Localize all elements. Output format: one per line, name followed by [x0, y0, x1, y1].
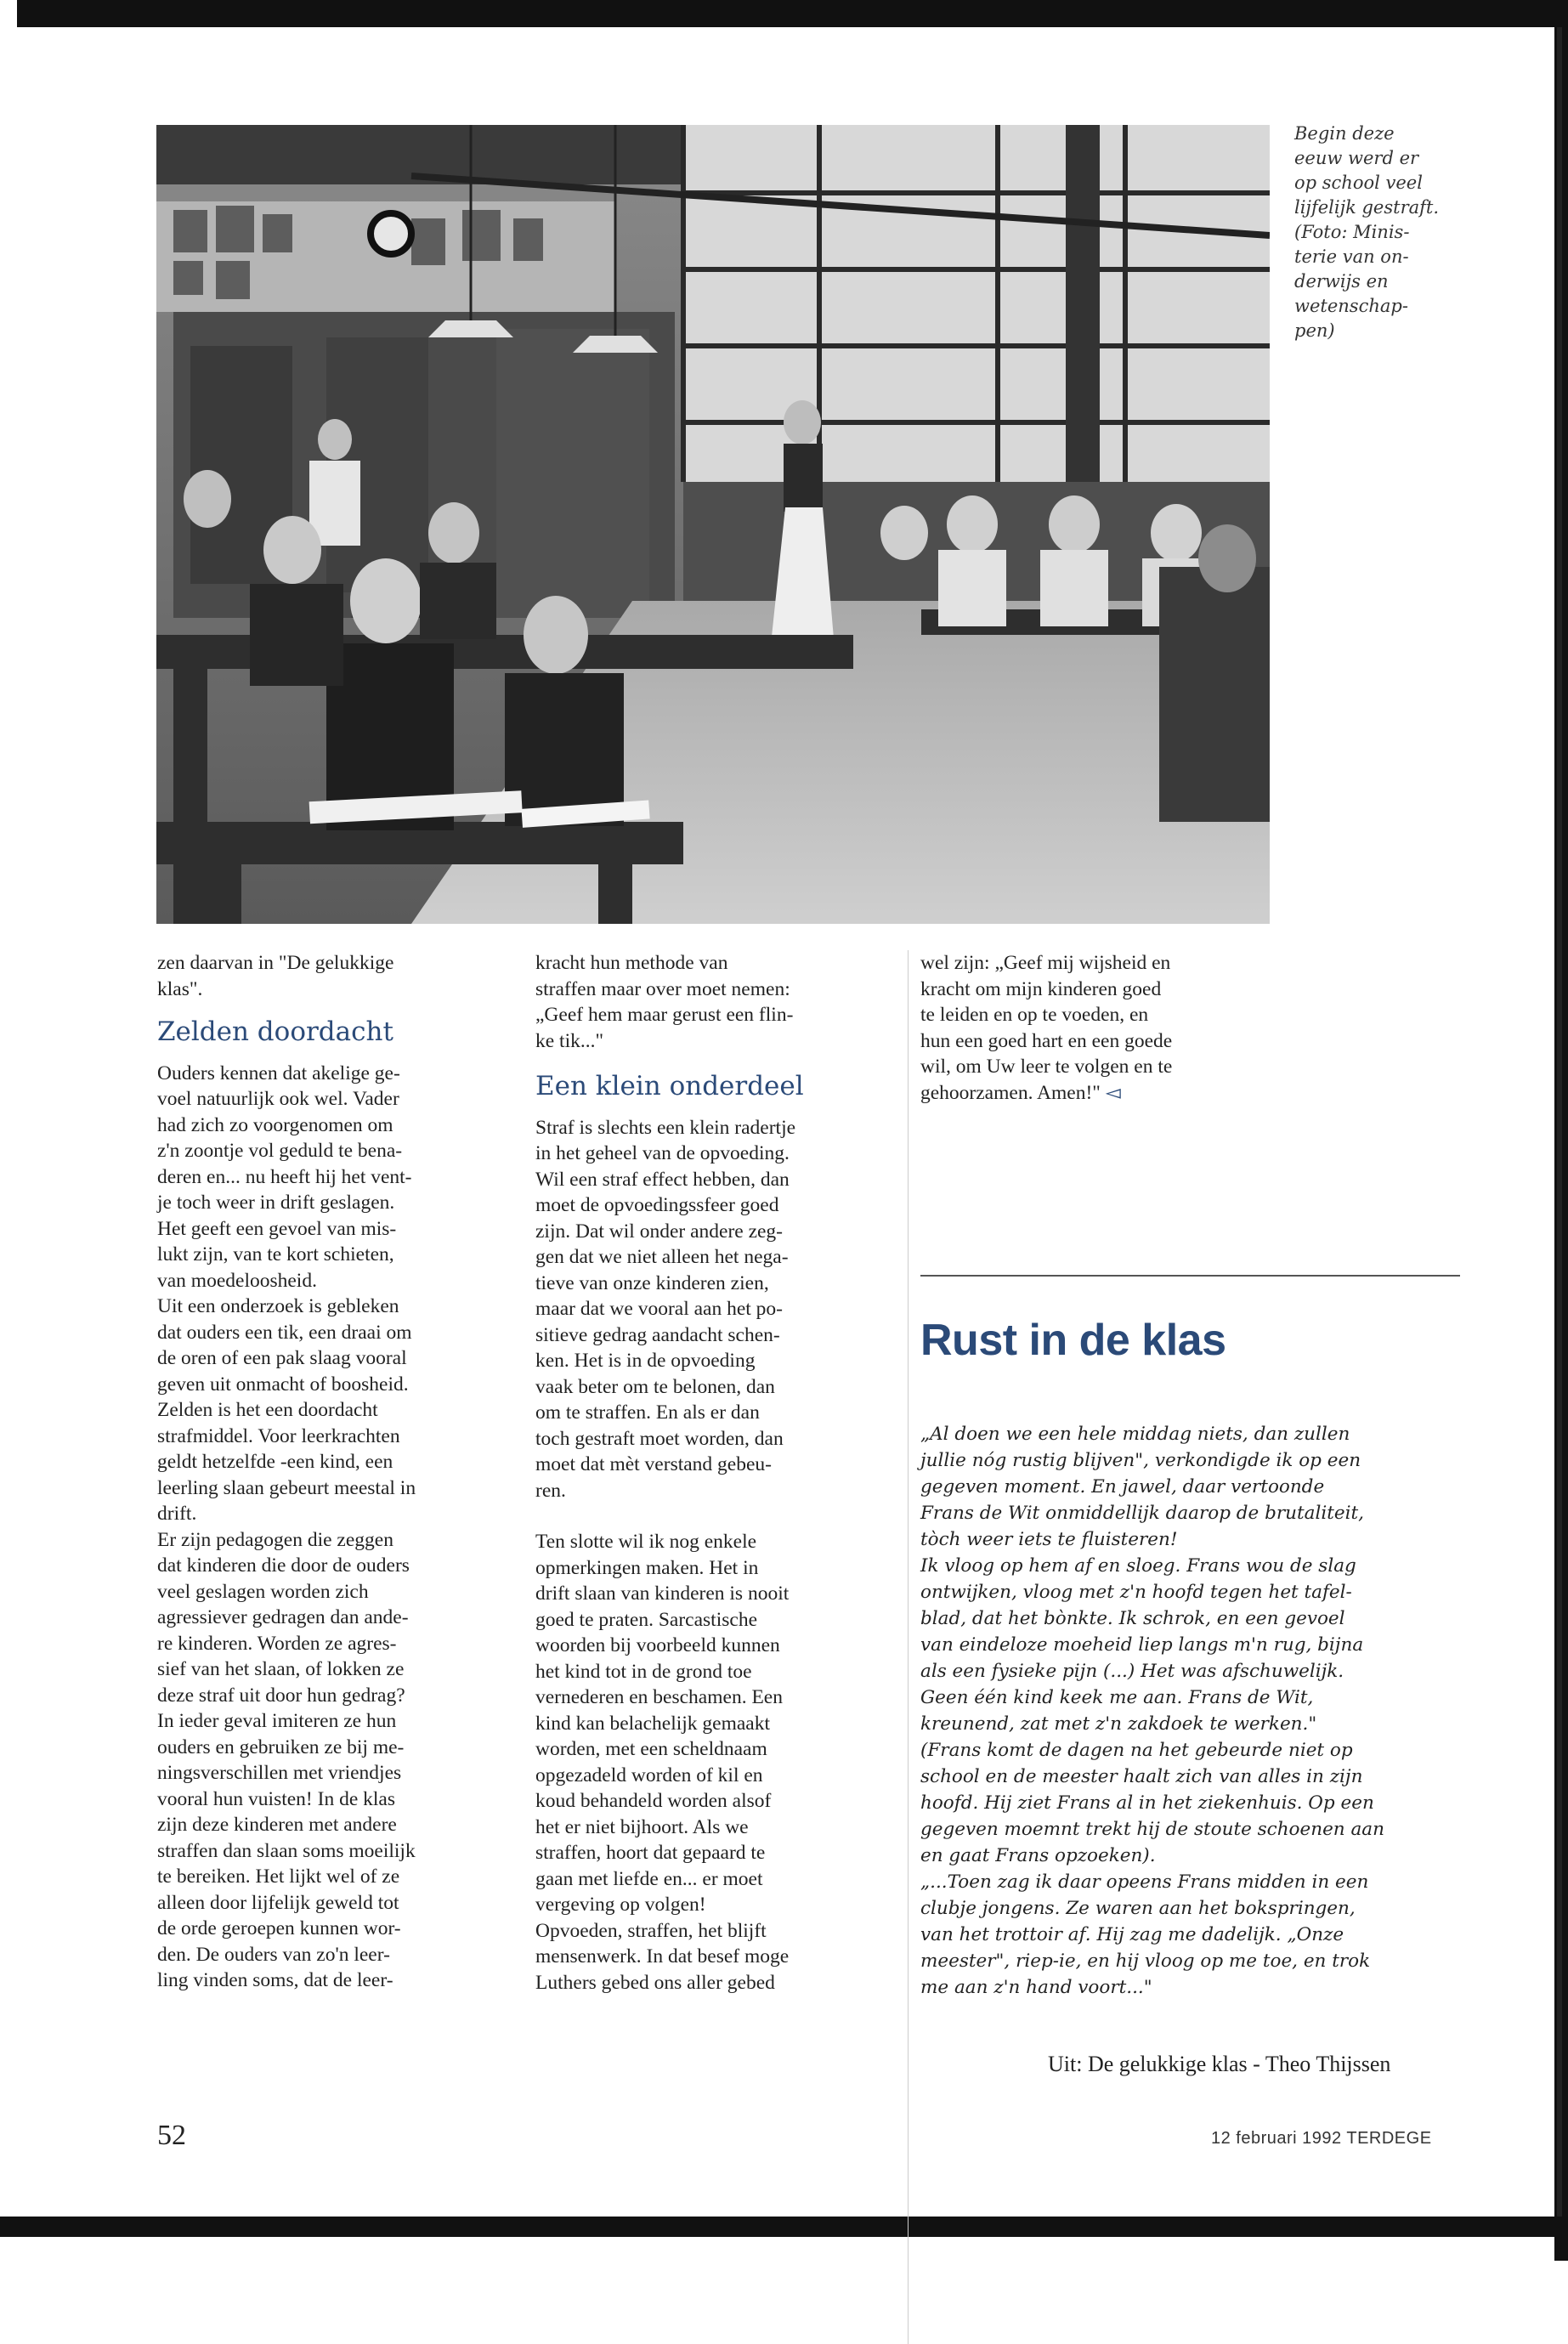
article-column-1 — [157, 950, 514, 1994]
article-column-3 — [920, 950, 1277, 1106]
classroom-photo — [156, 125, 1270, 924]
publication-footer: 12 februari 1992 TERDEGE — [1211, 2129, 1432, 2148]
sidebar-rule — [920, 1275, 1460, 1277]
paragraph: Straf is slechts een klein radertje in het geheel van de opvoeding. Wil een straf effect hebben, dan moet de opvoedingssfeer goed zijn. Dat wil onder andere zeg- gen dat we niet alleen het nega- tieve van onze kinderen zien, maar dat we vooral aan het po- sitieve gedrag aandacht schen- ken. Het is in de opvoeding vaak beter om te belonen, dan om te straffen. En als er dan toch gestraft moet worden, dan moet dat mèt verstand gebeu- ren. — [535, 1116, 796, 1502]
scan-border-top — [17, 0, 1568, 27]
closing-prayer — [920, 950, 1277, 1106]
column-1-intro: zen daarvan in "De gelukkige klas". — [157, 952, 394, 1000]
sidebar-quote: „Al doen we een hele middag niets, dan zullen jullie nóg rustig blijven", verkondigde ik op een gegeven moment. En jawel, daar vertoonde Frans de Wit onmiddellijk daarop de brutaliteit, tòch weer iets te fluisteren! Ik vloog op hem af en sloeg. Frans wou de slag ontwijken, vloog met z'n hoofd tegen het tafel- blad, dat het bònkte. Ik schrok, en een gevoel van eindeloze moeheid liep langs m'n rug, bijna als een fysieke pijn (...) Het was afschuwelijk. Geen één kind keek me aan. Frans de Wit, kreunend, zat met z'n zakdoek te werken." (Frans komt de dagen na het gebeurde niet op school en de meester haalt zich van alles in zijn hoofd. Hij ziet Frans al in het ziekenhuis. Op een gegeven moemnt trekt hij de stoute schoenen aan en gaat Frans opzoeken). „...Toen zag ik daar opeens Frans midden in een clubje jongens. Ze waren aan het bokspringen, van het trottoir af. Hij zag me dadelijk. „Onze meester", riep-ie, en hij vloog op me toe, en trok me aan z'n hand voort..." — [920, 1424, 1384, 1998]
paragraph: Er zijn pedagogen die zeggen dat kinderen die door de ouders veel geslagen worden zich agressiever gedragen dan ande- re kinderen. Worden ze agres- sief van het slaan, of lokken ze deze straf uit door hun gedrag? In ieder geval imiteren ze hun ouders en gebruiken ze bij me- ningsverschillen met vriendjes vooral hun vuisten! In de klas zijn deze kinderen met andere straffen dan slaan soms moeilijk te bereiken. Het lijkt wel of ze alleen door lijfelijk geweld tot de orde geroepen kunnen wor- den. De ouders van zo'n leer- ling vinden soms, dat de leer- — [157, 1528, 416, 1991]
sidebar-source: Uit: De gelukkige klas - Theo Thijssen — [1048, 2052, 1391, 2076]
column-2-intro: kracht hun methode van straffen maar over moet nemen: „Geef hem maar gerust een flin- ke tik..." — [535, 952, 794, 1052]
paragraph: Uit een onderzoek is gebleken dat ouders een tik, een draai om de oren of een pak slaag vooral geven uit onmacht of boosheid. Zelden is het een doordacht strafmiddel. Voor leerkrachten geldt hetzelfde -een kind, een leerling slaan gebeurt meestal in drift. — [157, 1295, 416, 1525]
page-number: 52 — [157, 2120, 186, 2151]
paragraph: Ouders kennen dat akelige ge- voel natuurlijk ook wel. Vader had zich zo voorgenomen om z'n zoontje vol geduld te bena- deren en... nu heeft hij het vent- je toch weer in drift geslagen. Het geeft een gevoel van mis- lukt zijn, van te kort schieten, van moedeloosheid. — [157, 1062, 412, 1292]
classroom-photo-drawing — [156, 125, 1270, 924]
subheading-een-klein-onderdeel: Een klein onderdeel — [535, 1071, 804, 1101]
sidebar-title: Rust in de klas — [920, 1316, 1226, 1365]
column-divider — [908, 950, 909, 2344]
article-column-2 — [535, 950, 875, 1996]
paragraph: Opvoeden, straffen, het blijft mensenwerk. In dat besef moge Luthers gebed ons aller gebed — [535, 1919, 790, 1994]
scan-border-bottom — [0, 2217, 1568, 2237]
scan-border-inner — [1557, 27, 1562, 2217]
closing-prayer-text: wel zijn: „Geef mij wijsheid en kracht om mijn kinderen goed te leiden en op te voeden, en hun een goed hart en een goede wil, om Uw leer te volgen en te gehoorzamen. Amen!" — [920, 952, 1173, 1104]
photo-caption: Begin deze eeuw werd er op school veel lijfelijk gestraft. (Foto: Minis- terie van on- derwijs en wetenschap- pen) — [1294, 123, 1440, 341]
paragraph: Ten slotte wil ik nog enkele opmerkingen maken. Het in drift slaan van kinderen is nooit goed te praten. Sarcastische woorden bij voorbeeld kunnen het kind tot in de grond toe vernederen en beschamen. Een kind kan belachelijk gemaakt worden, met een scheldnaam opgezadeld worden of kil en koud behandeld worden alsof het er niet bijhoort. Als we straffen, hoort dat gepaard te gaan met liefde en... er moet vergeving op volgen! — [535, 1531, 790, 1916]
subheading-zelden-doordacht: Zelden doordacht — [157, 1016, 393, 1047]
end-of-article-mark: ◅ — [1105, 1081, 1121, 1104]
